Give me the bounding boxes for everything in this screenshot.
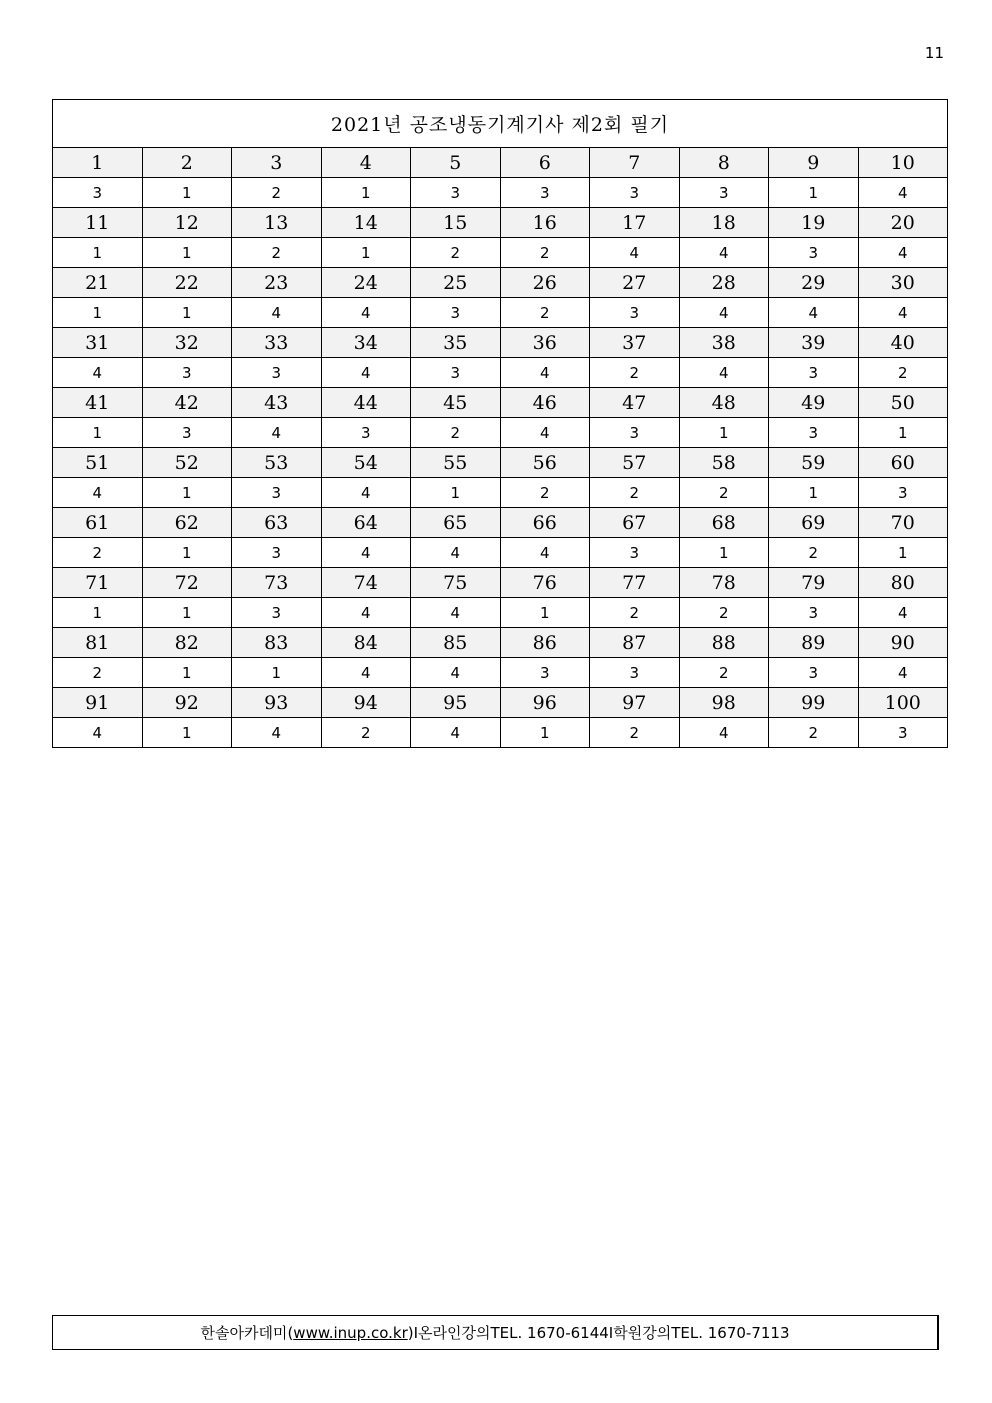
- question-number-cell: 29: [769, 268, 859, 298]
- question-number-cell: 70: [858, 508, 948, 538]
- question-number-cell: 54: [321, 448, 411, 478]
- answer-row: [53, 598, 948, 628]
- answer-cell: 2: [858, 358, 948, 388]
- footer-academy-tel: TEL. 1670-7113: [671, 1323, 790, 1342]
- answer-cell: 2: [769, 538, 859, 568]
- answer-cell: 2: [679, 478, 769, 508]
- question-number-cell: 27: [590, 268, 680, 298]
- question-number-row: [53, 628, 948, 658]
- question-number-row: [53, 568, 948, 598]
- answer-row: [53, 478, 948, 508]
- answer-cell: 4: [679, 298, 769, 328]
- question-number-cell: 88: [679, 628, 769, 658]
- question-number-cell: 100: [858, 688, 948, 718]
- footer: [52, 1315, 939, 1350]
- question-number-cell: 61: [53, 508, 143, 538]
- question-number-row: [53, 388, 948, 418]
- answer-cell: 3: [232, 598, 322, 628]
- answer-cell: 3: [411, 358, 501, 388]
- answer-cell: 2: [590, 478, 680, 508]
- answer-cell: 4: [500, 358, 590, 388]
- question-number-cell: 91: [53, 688, 143, 718]
- answer-cell: 2: [411, 238, 501, 268]
- question-number-cell: 78: [679, 568, 769, 598]
- answer-cell: 4: [500, 538, 590, 568]
- answer-cell: 4: [321, 478, 411, 508]
- question-number-cell: 47: [590, 388, 680, 418]
- question-number-cell: 5: [411, 148, 501, 178]
- footer-website-link[interactable]: www.inup.co.kr: [293, 1323, 408, 1342]
- question-number-cell: 42: [142, 388, 232, 418]
- question-number-cell: 18: [679, 208, 769, 238]
- answer-cell: 4: [679, 238, 769, 268]
- question-number-cell: 56: [500, 448, 590, 478]
- question-number-cell: 55: [411, 448, 501, 478]
- answer-cell: 1: [411, 478, 501, 508]
- question-number-cell: 77: [590, 568, 680, 598]
- question-number-row: [53, 268, 948, 298]
- question-number-cell: 58: [679, 448, 769, 478]
- question-number-cell: 9: [769, 148, 859, 178]
- answer-cell: 4: [53, 718, 143, 748]
- question-number-cell: 3: [232, 148, 322, 178]
- question-number-cell: 49: [769, 388, 859, 418]
- question-number-cell: 93: [232, 688, 322, 718]
- question-number-cell: 92: [142, 688, 232, 718]
- answer-cell: 3: [232, 478, 322, 508]
- question-number-cell: 79: [769, 568, 859, 598]
- answer-cell: 3: [769, 658, 859, 688]
- question-number-cell: 51: [53, 448, 143, 478]
- answer-cell: 1: [53, 238, 143, 268]
- question-number-cell: 80: [858, 568, 948, 598]
- question-number-cell: 46: [500, 388, 590, 418]
- answer-cell: 2: [53, 658, 143, 688]
- answer-cell: 4: [769, 298, 859, 328]
- answer-cell: 4: [321, 658, 411, 688]
- question-number-cell: 89: [769, 628, 859, 658]
- question-number-cell: 36: [500, 328, 590, 358]
- page-number: 11: [924, 44, 944, 62]
- question-number-cell: 72: [142, 568, 232, 598]
- question-number-cell: 37: [590, 328, 680, 358]
- answer-cell: 1: [142, 298, 232, 328]
- question-number-cell: 63: [232, 508, 322, 538]
- answer-cell: 4: [858, 178, 948, 208]
- question-number-cell: 59: [769, 448, 859, 478]
- answer-cell: 1: [142, 238, 232, 268]
- answer-cell: 2: [500, 238, 590, 268]
- answer-cell: 4: [411, 718, 501, 748]
- question-number-cell: 1: [53, 148, 143, 178]
- question-number-cell: 82: [142, 628, 232, 658]
- question-number-cell: 75: [411, 568, 501, 598]
- question-number-cell: 32: [142, 328, 232, 358]
- answer-cell: 3: [858, 718, 948, 748]
- answer-cell: 4: [53, 478, 143, 508]
- question-number-row: [53, 148, 948, 178]
- question-number-cell: 11: [53, 208, 143, 238]
- answer-cell: 3: [858, 478, 948, 508]
- answer-cell: 1: [321, 238, 411, 268]
- answer-cell: 1: [858, 538, 948, 568]
- answer-cell: 4: [53, 358, 143, 388]
- answer-cell: 1: [858, 418, 948, 448]
- answer-cell: 1: [53, 598, 143, 628]
- answer-cell: 1: [769, 178, 859, 208]
- question-number-cell: 16: [500, 208, 590, 238]
- question-number-cell: 43: [232, 388, 322, 418]
- answer-cell: 1: [53, 298, 143, 328]
- answer-cell: 3: [769, 238, 859, 268]
- footer-separator: I: [608, 1323, 614, 1342]
- answer-cell: 4: [321, 298, 411, 328]
- answer-cell: 1: [142, 178, 232, 208]
- question-number-cell: 62: [142, 508, 232, 538]
- answer-cell: 4: [858, 238, 948, 268]
- answer-cell: 4: [590, 238, 680, 268]
- question-number-cell: 97: [590, 688, 680, 718]
- answer-row: [53, 178, 948, 208]
- answer-cell: 1: [769, 478, 859, 508]
- question-number-cell: 41: [53, 388, 143, 418]
- question-number-cell: 14: [321, 208, 411, 238]
- question-number-cell: 71: [53, 568, 143, 598]
- question-number-cell: 20: [858, 208, 948, 238]
- answer-cell: 2: [500, 298, 590, 328]
- question-number-row: [53, 208, 948, 238]
- answer-cell: 4: [321, 538, 411, 568]
- question-number-cell: 26: [500, 268, 590, 298]
- question-number-cell: 39: [769, 328, 859, 358]
- question-number-cell: 2: [142, 148, 232, 178]
- question-number-cell: 40: [858, 328, 948, 358]
- footer-academy: 한솔아카데미: [200, 1324, 288, 1342]
- answer-cell: 1: [142, 538, 232, 568]
- question-number-cell: 52: [142, 448, 232, 478]
- answer-cell: 3: [590, 178, 680, 208]
- answer-cell: 1: [500, 718, 590, 748]
- answer-cell: 3: [142, 358, 232, 388]
- answer-cell: 3: [500, 658, 590, 688]
- question-number-cell: 50: [858, 388, 948, 418]
- question-number-cell: 6: [500, 148, 590, 178]
- answer-cell: 3: [769, 358, 859, 388]
- question-number-cell: 15: [411, 208, 501, 238]
- answer-cell: 2: [679, 598, 769, 628]
- question-number-cell: 66: [500, 508, 590, 538]
- question-number-cell: 44: [321, 388, 411, 418]
- question-number-row: [53, 508, 948, 538]
- answer-cell: 2: [53, 538, 143, 568]
- footer-academy-label: 학원강의: [613, 1324, 672, 1342]
- question-number-row: [53, 448, 948, 478]
- answer-row: [53, 418, 948, 448]
- question-number-cell: 69: [769, 508, 859, 538]
- question-number-cell: 57: [590, 448, 680, 478]
- answer-cell: 2: [321, 718, 411, 748]
- question-number-row: [53, 328, 948, 358]
- question-number-cell: 23: [232, 268, 322, 298]
- footer-online-tel: TEL. 1670-6144: [490, 1323, 609, 1342]
- question-number-cell: 30: [858, 268, 948, 298]
- answer-cell: 3: [679, 178, 769, 208]
- question-number-cell: 12: [142, 208, 232, 238]
- question-number-cell: 31: [53, 328, 143, 358]
- answer-row: [53, 718, 948, 748]
- question-number-cell: 48: [679, 388, 769, 418]
- question-number-cell: 83: [232, 628, 322, 658]
- question-number-cell: 19: [769, 208, 859, 238]
- question-number-row: [53, 688, 948, 718]
- question-number-cell: 22: [142, 268, 232, 298]
- answer-cell: 2: [679, 658, 769, 688]
- answer-cell: 1: [142, 718, 232, 748]
- answer-cell: 4: [232, 418, 322, 448]
- question-number-cell: 21: [53, 268, 143, 298]
- answer-cell: 2: [590, 358, 680, 388]
- question-number-cell: 28: [679, 268, 769, 298]
- answer-cell: 1: [679, 418, 769, 448]
- answer-cell: 3: [590, 418, 680, 448]
- answer-cell: 1: [232, 658, 322, 688]
- answer-cell: 2: [500, 478, 590, 508]
- answer-cell: 1: [53, 418, 143, 448]
- answer-cell: 4: [321, 358, 411, 388]
- question-number-cell: 34: [321, 328, 411, 358]
- answer-cell: 3: [321, 418, 411, 448]
- question-number-cell: 7: [590, 148, 680, 178]
- question-number-cell: 98: [679, 688, 769, 718]
- answer-cell: 3: [590, 658, 680, 688]
- answer-cell: 1: [500, 598, 590, 628]
- question-number-cell: 76: [500, 568, 590, 598]
- question-number-cell: 45: [411, 388, 501, 418]
- question-number-cell: 94: [321, 688, 411, 718]
- answer-cell: 3: [769, 598, 859, 628]
- answer-cell: 2: [411, 418, 501, 448]
- answer-cell: 4: [411, 598, 501, 628]
- question-number-cell: 17: [590, 208, 680, 238]
- answer-cell: 3: [232, 358, 322, 388]
- answer-row: [53, 538, 948, 568]
- question-number-cell: 73: [232, 568, 322, 598]
- question-number-cell: 33: [232, 328, 322, 358]
- answer-cell: 4: [858, 298, 948, 328]
- answer-cell: 4: [411, 658, 501, 688]
- answer-cell: 1: [142, 598, 232, 628]
- answer-cell: 3: [411, 178, 501, 208]
- footer-open-paren: (: [287, 1323, 294, 1342]
- question-number-cell: 38: [679, 328, 769, 358]
- answer-row: [53, 238, 948, 268]
- question-number-cell: 87: [590, 628, 680, 658]
- answer-row: [53, 298, 948, 328]
- answer-cell: 2: [232, 238, 322, 268]
- answer-cell: 2: [232, 178, 322, 208]
- answer-cell: 2: [769, 718, 859, 748]
- question-number-cell: 67: [590, 508, 680, 538]
- answer-cell: 4: [679, 718, 769, 748]
- answer-cell: 4: [858, 598, 948, 628]
- answer-cell: 3: [590, 298, 680, 328]
- title-row: [53, 100, 948, 148]
- question-number-cell: 81: [53, 628, 143, 658]
- question-number-cell: 86: [500, 628, 590, 658]
- answer-cell: 4: [232, 718, 322, 748]
- answer-cell: 3: [500, 178, 590, 208]
- answer-cell: 1: [321, 178, 411, 208]
- answer-cell: 3: [590, 538, 680, 568]
- question-number-cell: 74: [321, 568, 411, 598]
- question-number-cell: 24: [321, 268, 411, 298]
- question-number-cell: 90: [858, 628, 948, 658]
- question-number-cell: 96: [500, 688, 590, 718]
- answer-cell: 3: [53, 178, 143, 208]
- question-number-cell: 13: [232, 208, 322, 238]
- question-number-cell: 10: [858, 148, 948, 178]
- question-number-cell: 99: [769, 688, 859, 718]
- answer-cell: 1: [679, 538, 769, 568]
- answer-cell: 4: [321, 598, 411, 628]
- answer-cell: 1: [142, 658, 232, 688]
- footer-separator: I: [413, 1323, 419, 1342]
- question-number-cell: 25: [411, 268, 501, 298]
- question-number-cell: 64: [321, 508, 411, 538]
- question-number-cell: 35: [411, 328, 501, 358]
- answer-table: [52, 99, 948, 748]
- answer-row: [53, 358, 948, 388]
- question-number-cell: 8: [679, 148, 769, 178]
- table-title: 2021년 공조냉동기계기사 제2회 필기: [53, 100, 948, 148]
- answer-cell: 3: [142, 418, 232, 448]
- answer-cell: 3: [769, 418, 859, 448]
- answer-cell: 3: [411, 298, 501, 328]
- question-number-cell: 53: [232, 448, 322, 478]
- question-number-cell: 68: [679, 508, 769, 538]
- answer-cell: 1: [142, 478, 232, 508]
- footer-online-label: 온라인강의: [418, 1324, 491, 1342]
- footer-close-paren: ): [407, 1323, 414, 1342]
- answer-cell: 4: [679, 358, 769, 388]
- question-number-cell: 95: [411, 688, 501, 718]
- answer-cell: 2: [590, 718, 680, 748]
- answer-cell: 2: [590, 598, 680, 628]
- question-number-cell: 65: [411, 508, 501, 538]
- question-number-cell: 84: [321, 628, 411, 658]
- question-number-cell: 85: [411, 628, 501, 658]
- question-number-cell: 4: [321, 148, 411, 178]
- answer-cell: 4: [500, 418, 590, 448]
- question-number-cell: 60: [858, 448, 948, 478]
- answer-cell: 3: [232, 538, 322, 568]
- answer-row: [53, 658, 948, 688]
- answer-cell: 4: [858, 658, 948, 688]
- answer-cell: 4: [411, 538, 501, 568]
- answer-cell: 4: [232, 298, 322, 328]
